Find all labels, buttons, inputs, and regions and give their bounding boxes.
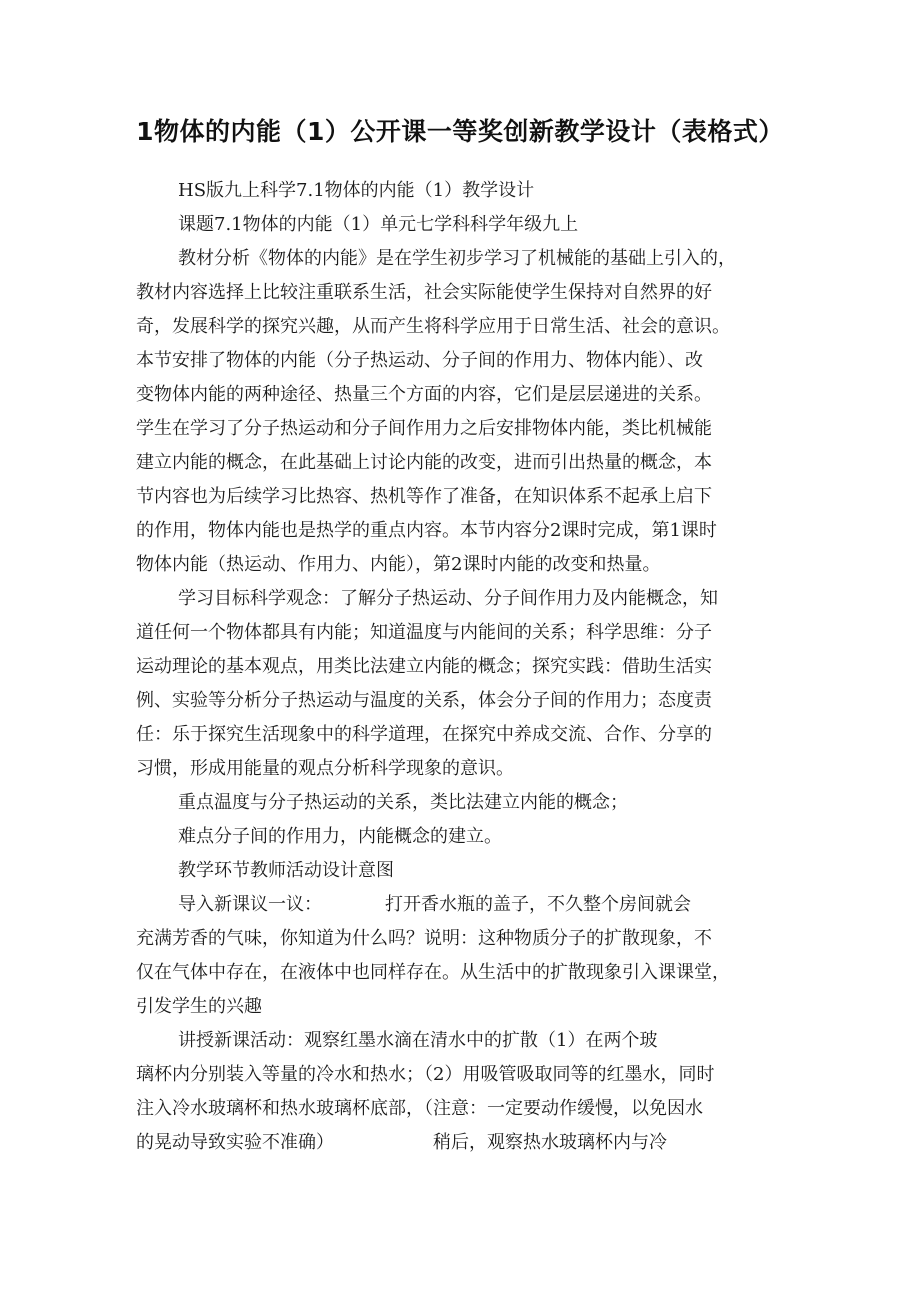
paragraph-line: 导入新课议一议： 打开香水瓶的盖子，不久整个房间就会: [178, 894, 691, 915]
paragraph-line: 学生在学习了分子热运动和分子间作用力之后安排物体内能，类比机械能: [136, 418, 712, 439]
paragraph-line: 注入冷水玻璃杯和热水玻璃杯底部，（注意：一定要动作缓慢，以免因水: [136, 1098, 703, 1119]
paragraph-line: 教材内容选择上比较注重联系生活，社会实际能使学生保持对自然界的好: [136, 282, 712, 303]
paragraph-line: 变物体内能的两种途径、热量三个方面的内容，它们是层层递进的关系。: [136, 384, 712, 405]
paragraph-line: 重点温度与分子热运动的关系，类比法建立内能的概念；: [178, 792, 628, 813]
paragraph-line: 运动理论的基本观点，用类比法建立内能的概念；探究实践：借助生活实: [136, 656, 712, 677]
paragraph-line: 充满芳香的气味，你知道为什么吗？说明：这种物质分子的扩散现象，不: [136, 928, 712, 949]
paragraph-line: 道任何一个物体都具有内能；知道温度与内能间的关系；科学思维：分子: [136, 622, 712, 643]
paragraph-line: 的作用，物体内能也是热学的重点内容。本节内容分2课时完成，第1课时: [136, 520, 717, 541]
paragraph-line: 奇，发展科学的探究兴趣，从而产生将科学应用于日常生活、社会的意识。: [136, 316, 730, 337]
paragraph-line: 教学环节教师活动设计意图: [178, 860, 394, 881]
paragraph-line: 的晃动导致实验不准确） 稍后，观察热水玻璃杯内与冷: [136, 1132, 667, 1153]
paragraph-line: 物体内能（热运动、作用力、内能），第2课时内能的改变和热量。: [136, 554, 661, 575]
paragraph-line: 教材分析《物体的内能》是在学生初步学习了机械能的基础上引入的，: [178, 248, 736, 269]
subtitle-line: HS版九上科学7.1物体的内能（1）教学设计: [178, 180, 535, 201]
paragraph-line: 学习目标科学观念：了解分子热运动、分子间作用力及内能概念，知: [178, 588, 718, 609]
document-title: 1物体的内能（1）公开课一等奖创新教学设计（表格式）: [136, 117, 784, 146]
paragraph-line: 本节安排了物体的内能（分子热运动、分子间的作用力、物体内能）、改: [136, 350, 703, 371]
paragraph-line: 仅在气体中存在，在液体中也同样存在。从生活中的扩散现象引入课课堂，: [136, 962, 730, 983]
paragraph-line: 难点分子间的作用力，内能概念的建立。: [178, 826, 502, 847]
paragraph-line: 讲授新课活动：观察红墨水滴在清水中的扩散（1）在两个玻: [178, 1030, 658, 1051]
paragraph-line: 建立内能的概念，在此基础上讨论内能的改变，进而引出热量的概念，本: [136, 452, 712, 473]
paragraph-line: 引发学生的兴趣: [136, 996, 262, 1017]
paragraph-line: 习惯，形成用能量的观点分析科学现象的意识。: [136, 758, 514, 779]
paragraph-line: 任：乐于探究生活现象中的科学道理，在探究中养成交流、合作、分享的: [136, 724, 712, 745]
paragraph-line: 节内容也为后续学习比热容、热机等作了准备，在知识体系不起承上启下: [136, 486, 712, 507]
paragraph-line: 例、实验等分析分子热运动与温度的关系，体会分子间的作用力；态度责: [136, 690, 712, 711]
lesson-info-line: 课题7.1物体的内能（1）单元七学科科学年级九上: [178, 214, 579, 235]
paragraph-line: 璃杯内分别装入等量的冷水和热水；（2）用吸管吸取同等的红墨水，同时: [136, 1064, 715, 1085]
